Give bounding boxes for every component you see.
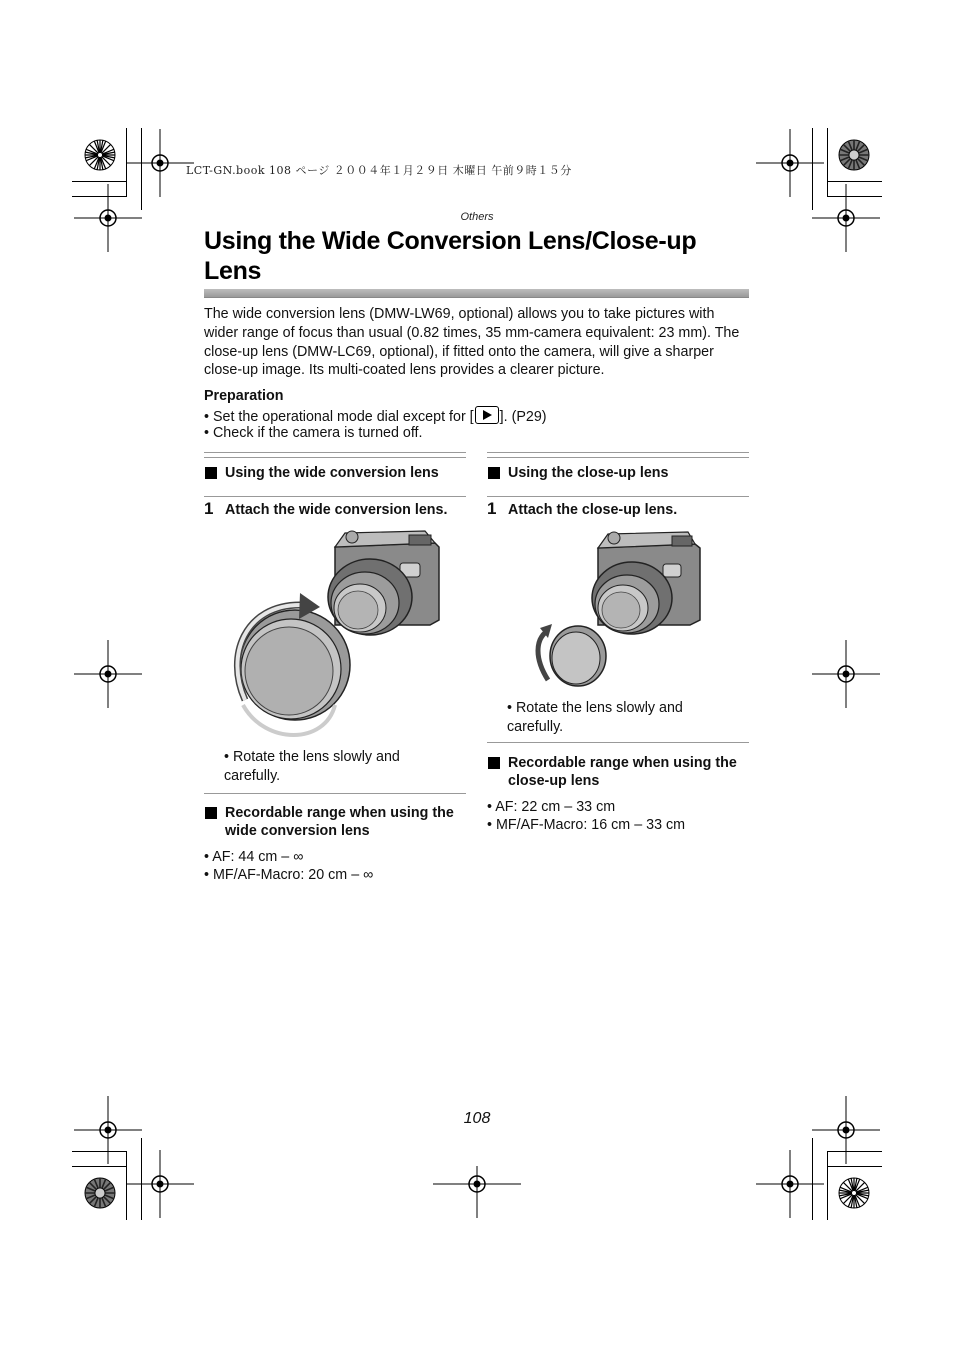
section-square-icon [488,757,500,769]
divider [487,742,749,743]
title-underline [204,289,749,298]
step-number: 1 [487,499,497,518]
wide-lens-illustration [225,525,455,750]
closeup-lens-step-text: Attach the close-up lens. [508,502,678,518]
wide-lens-heading: Using the wide conversion lens [225,465,439,481]
preparation-item-text: • Set the operational mode dial except for [ [204,409,474,425]
closeup-lens-illustration [530,528,710,693]
section-square-icon [488,467,500,479]
playback-icon [475,406,499,424]
preparation-item-camera-off: • Check if the camera is turned off. [204,425,423,441]
wide-lens-rotate-note: • Rotate the lens slowly and carefully. [224,749,400,784]
section-label: Others [460,211,494,223]
book-info-line: LCT-GN.book 108 ページ ２００４年１月２９日 木曜日 午前９時１５分 [186,164,572,177]
wide-lens-step-text: Attach the wide conversion lens. [225,502,448,518]
divider [204,452,466,458]
intro-paragraph: The wide conversion lens (DMW-LW69, optional) allows you to take pictures with wider range of focus than usual (0.82 times, 35 mm-camera equivalent: 23 mm). The close-up lens (DMW-LC69, optional), if fitted onto the camera, will give a sharper close-up image. Its multi-coated lens provides a clearer picture. [204,306,740,379]
closeup-range-mf: • MF/AF-Macro: 16 cm – 33 cm [487,817,686,833]
divider [204,496,466,497]
section-square-icon [205,467,217,479]
wide-range-heading: Recordable range when using the wide conversion lens [225,805,454,839]
closeup-lens-rotate-note: • Rotate the lens slowly and carefully. [507,700,683,735]
section-square-icon [205,807,217,819]
wide-range-af: • AF: 44 cm – ∞ [204,849,304,865]
divider [487,496,749,497]
divider [487,452,749,458]
preparation-heading: Preparation [204,388,284,404]
page-number: 108 [463,1110,491,1127]
preparation-item-ref: ]. (P29) [499,409,547,425]
closeup-range-af: • AF: 22 cm – 33 cm [487,799,616,815]
page-title: Using the Wide Conversion Lens/Close-up Lens [204,227,697,285]
preparation-item-mode-dial [204,406,547,426]
wide-range-mf: • MF/AF-Macro: 20 cm – ∞ [204,867,374,883]
step-number: 1 [204,499,214,518]
closeup-range-heading: Recordable range when using the close-up lens [508,755,737,789]
divider [204,793,466,794]
closeup-lens-heading: Using the close-up lens [508,465,669,481]
